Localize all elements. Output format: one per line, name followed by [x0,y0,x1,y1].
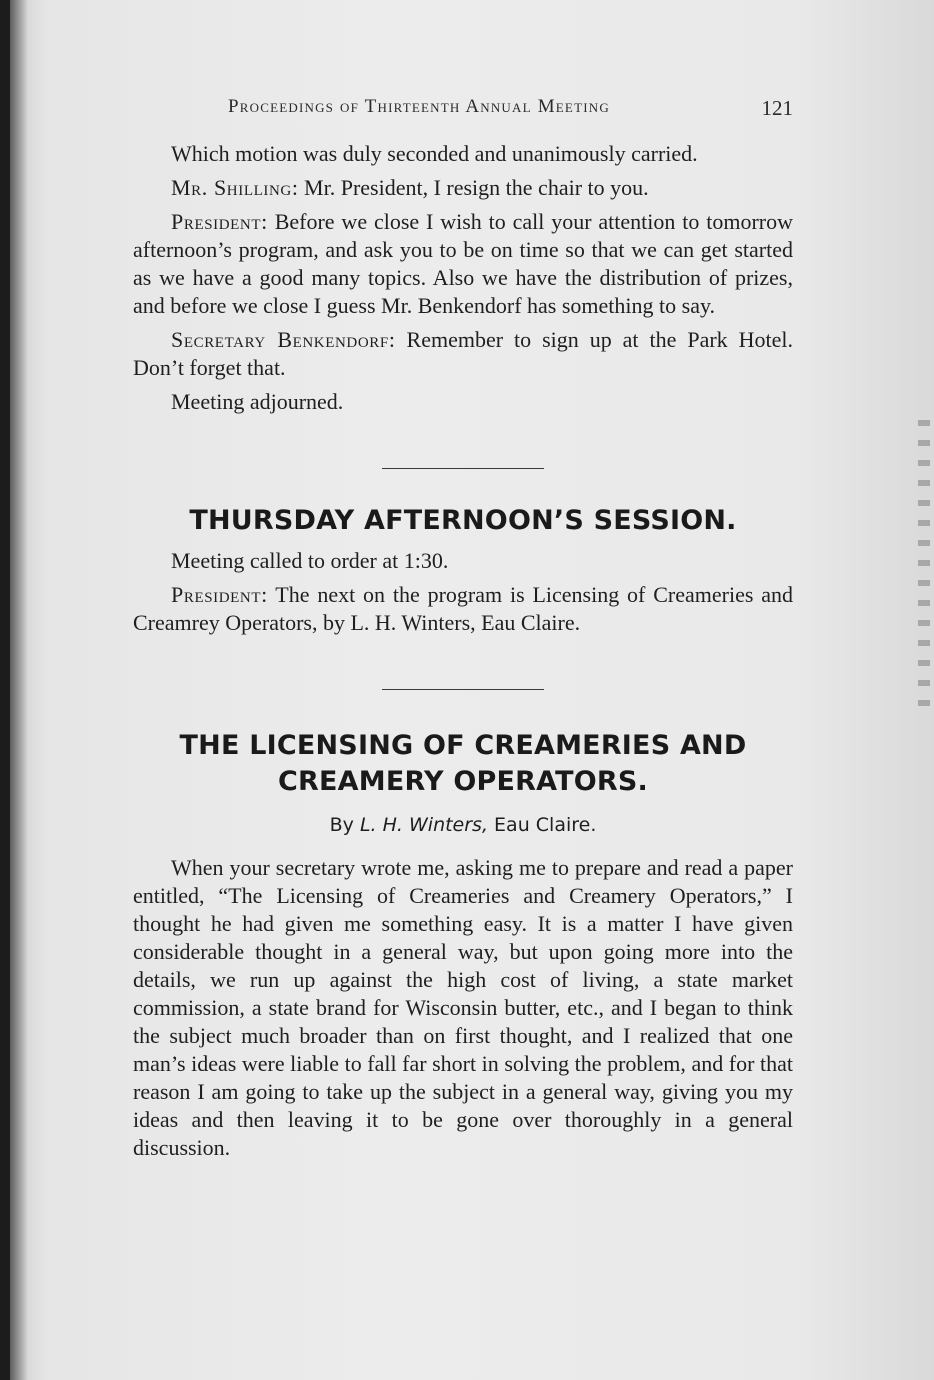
article-byline [133,814,793,836]
binding-shadow [10,0,28,1380]
page-content [133,140,793,1162]
paragraph-text: Which motion was duly seconded and unanimously carried. [171,141,698,166]
paragraph-text: Mr. President, I resign the chair to you. [298,175,649,200]
paragraph-president [133,208,793,320]
section-heading-thursday: THURSDAY AFTERNOON’S SESSION. [189,505,737,536]
speaker-label: Secretary Benkendorf: [171,327,396,352]
paragraph-motion [133,140,793,168]
speaker-label: Mr. Shilling: [171,175,299,200]
paragraph-text: The next on the program is Licensing of Creameries and Creamrey Operators, by L. H. Winters, Eau Claire. [133,582,793,635]
paragraph-president-licensing [133,581,793,637]
section-divider [382,468,544,469]
speaker-label: President: [171,582,268,607]
paragraph-text: Before we close I wish to call your attention to tomorrow afternoon’s program, and ask you to be on time so that we can get started as we have a good many topics. Also we have the distribution of prizes, and before we close I guess Mr. Benkendorf has something to say. [133,209,793,318]
byline-author: L. H. Winters, [359,814,488,836]
paragraph-called-to-order [133,547,793,575]
byline-place: Eau Claire. [488,814,597,836]
page-edge-marks [918,420,930,720]
running-head: Proceedings of Thirteenth Annual Meeting [228,96,610,117]
paragraph-text: Meeting adjourned. [171,389,344,414]
paragraph-shilling [133,174,793,202]
speaker-label: President: [171,209,268,234]
article-body-paragraph [133,854,793,1162]
article-title-line: THE LICENSING OF CREAMERIES AND [179,730,747,761]
article-title [133,728,793,800]
paragraph-adjourned [133,388,793,416]
byline-prefix: By [329,814,360,836]
section-divider [382,689,544,690]
page-number: 121 [761,96,793,120]
paragraph-benkendorf [133,326,793,382]
paragraph-text: When your secretary wrote me, asking me to prepare and read a paper entitled, “The Licensing of Creameries and Creamery Operators,” I thought he had given me something easy. It is a matter I have given considerable thought in a general way, but upon going more into the details, we run up against the high cost of living, a state market commission, a state brand for Wisconsin butter, etc., and I began to think the subject much broader than on first thought, and I realized that one man’s ideas were liable to fall far short in solving the problem, and for that reason I am going to take up the subject in a general way, giving you my ideas and then leaving it to be gone over thoroughly in a general discussion. [133,855,793,1160]
paragraph-text: Remember to sign up at the Park Hotel. Don’t forget that. [133,327,793,380]
page-header [228,96,793,126]
paragraph-text: Meeting called to order at 1:30. [171,548,449,573]
article-title-line: CREAMERY OPERATORS. [278,766,648,797]
